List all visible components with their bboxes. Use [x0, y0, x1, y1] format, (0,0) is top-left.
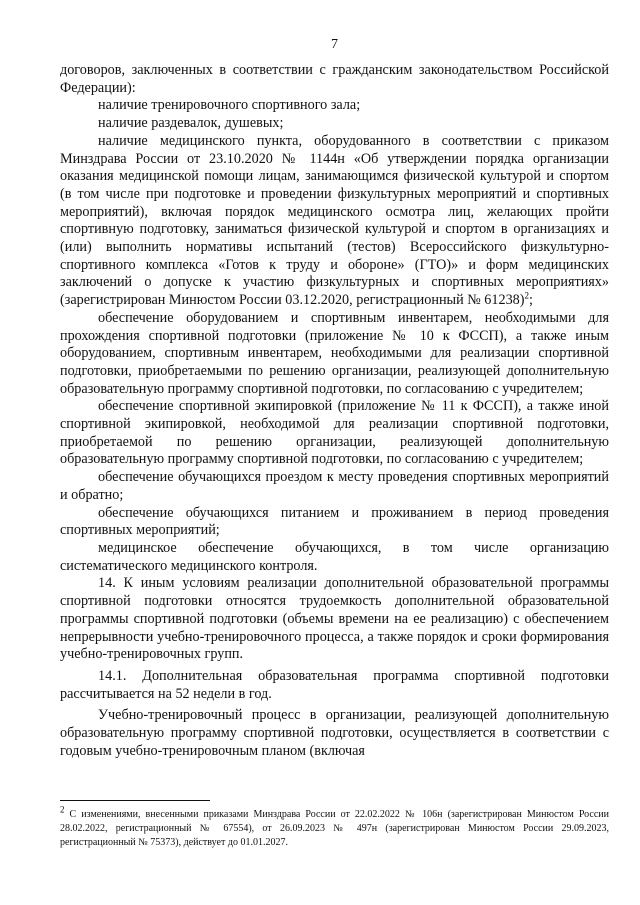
document-body — [60, 62, 609, 760]
paragraph-4-text: наличие медицинского пункта, оборудованного в соответствии с приказом Минздрава России от 23.10.2020 № 1144н «Об утверждении порядка организации оказания медицинской помощи лицам, занимающимся физической культурой и спортом (в том числе при подготовке и проведении физкультурных мероприятий и спортивных мероприятий), включая порядок медицинского осмотра лиц, желающих пройти спортивную подготовку, заниматься физической культурой и спортом в организациях и (или) выполнить нормативы испытаний (тестов) Всероссийского физкультурно-спортивного комплекса «Готов к труду и обороне» (ГТО)» и форм медицинских заключений о допуске к участию физкультурных и спортивных мероприятиях» (зарегистрирован Минюстом России 03.12.2020, регистрационный № 61238) — [60, 132, 609, 309]
paragraph-2: наличие тренировочного спортивного зала; — [98, 97, 361, 114]
paragraph-5: обеспечение оборудованием и спортивным инвентарем, необходимыми для прохождения спортивной подготовки (приложение № 10 к ФССП), а также иным оборудованием, спортивным инвентарем, необходимыми для реализации спортивной подготовки, приобретаемыми по решению организации, реализующей дополнительную образовательную программу спортивной подготовки, по согласованию с учредителем; — [60, 309, 609, 397]
paragraph-12: Учебно-тренировочный процесс в организации, реализующей дополнительную образовательную программу спортивной подготовки, осуществляется в соответствии с годовым учебно-тренировочным планом (включая — [60, 707, 609, 759]
page-number: 7 — [331, 37, 338, 52]
paragraph-10: 14. К иным условиям реализации дополнительной образовательной программы спортивной подготовки относятся трудоемкость дополнительной образовательной программы спортивной подготовки (объемы времени на ее реализацию) с обеспечением непрерывности учебно-тренировочного процесса, а также порядок и сроки формирования учебно-тренировочных групп. — [60, 575, 609, 663]
paragraph-7: обеспечение обучающихся проездом к месту проведения спортивных мероприятий и обратно; — [60, 469, 609, 503]
footnote-marker: 2 — [60, 804, 65, 815]
paragraph-4-tail: ; — [529, 292, 533, 309]
paragraph-9: медицинское обеспечение обучающихся, в том числе организацию систематического медицинского контроля. — [60, 539, 609, 574]
paragraph-6: обеспечение спортивной экипировкой (приложение № 11 к ФССП), а также иной спортивной экипировкой, необходимой для реализации спортивной подготовки, приобретаемой по решению организации, реализующей дополнительную образовательную программу спортивной подготовки, по согласованию с учредителем; — [60, 398, 609, 468]
footnote-separator — [60, 800, 210, 801]
paragraph-3: наличие раздевалок, душевых; — [98, 115, 284, 132]
footnote-text: С изменениями, внесенными приказами Минздрава России от 22.02.2022 № 106н (зарегистрирован Минюстом России 28.02.2022, регистрационный № 67554), от 26.09.2023 № 497н (зарегистрирован Минюстом России 29.09.2023, регистрационный № 75373), действует до 01.01.2027. — [60, 809, 609, 848]
paragraph-4 — [60, 133, 609, 310]
document-page — [60, 36, 609, 896]
footnote-reference: 2 — [524, 290, 530, 301]
paragraph-8: обеспечение обучающихся питанием и проживанием в период проведения спортивных мероприятий; — [60, 504, 609, 539]
paragraph-1: договоров, заключенных в соответствии с гражданским законодательством Российской Федерации): — [60, 62, 609, 96]
footnote — [60, 804, 609, 850]
paragraph-11: 14.1. Дополнительная образовательная программа спортивной подготовки рассчитывается на 52 недели в год. — [60, 667, 609, 702]
